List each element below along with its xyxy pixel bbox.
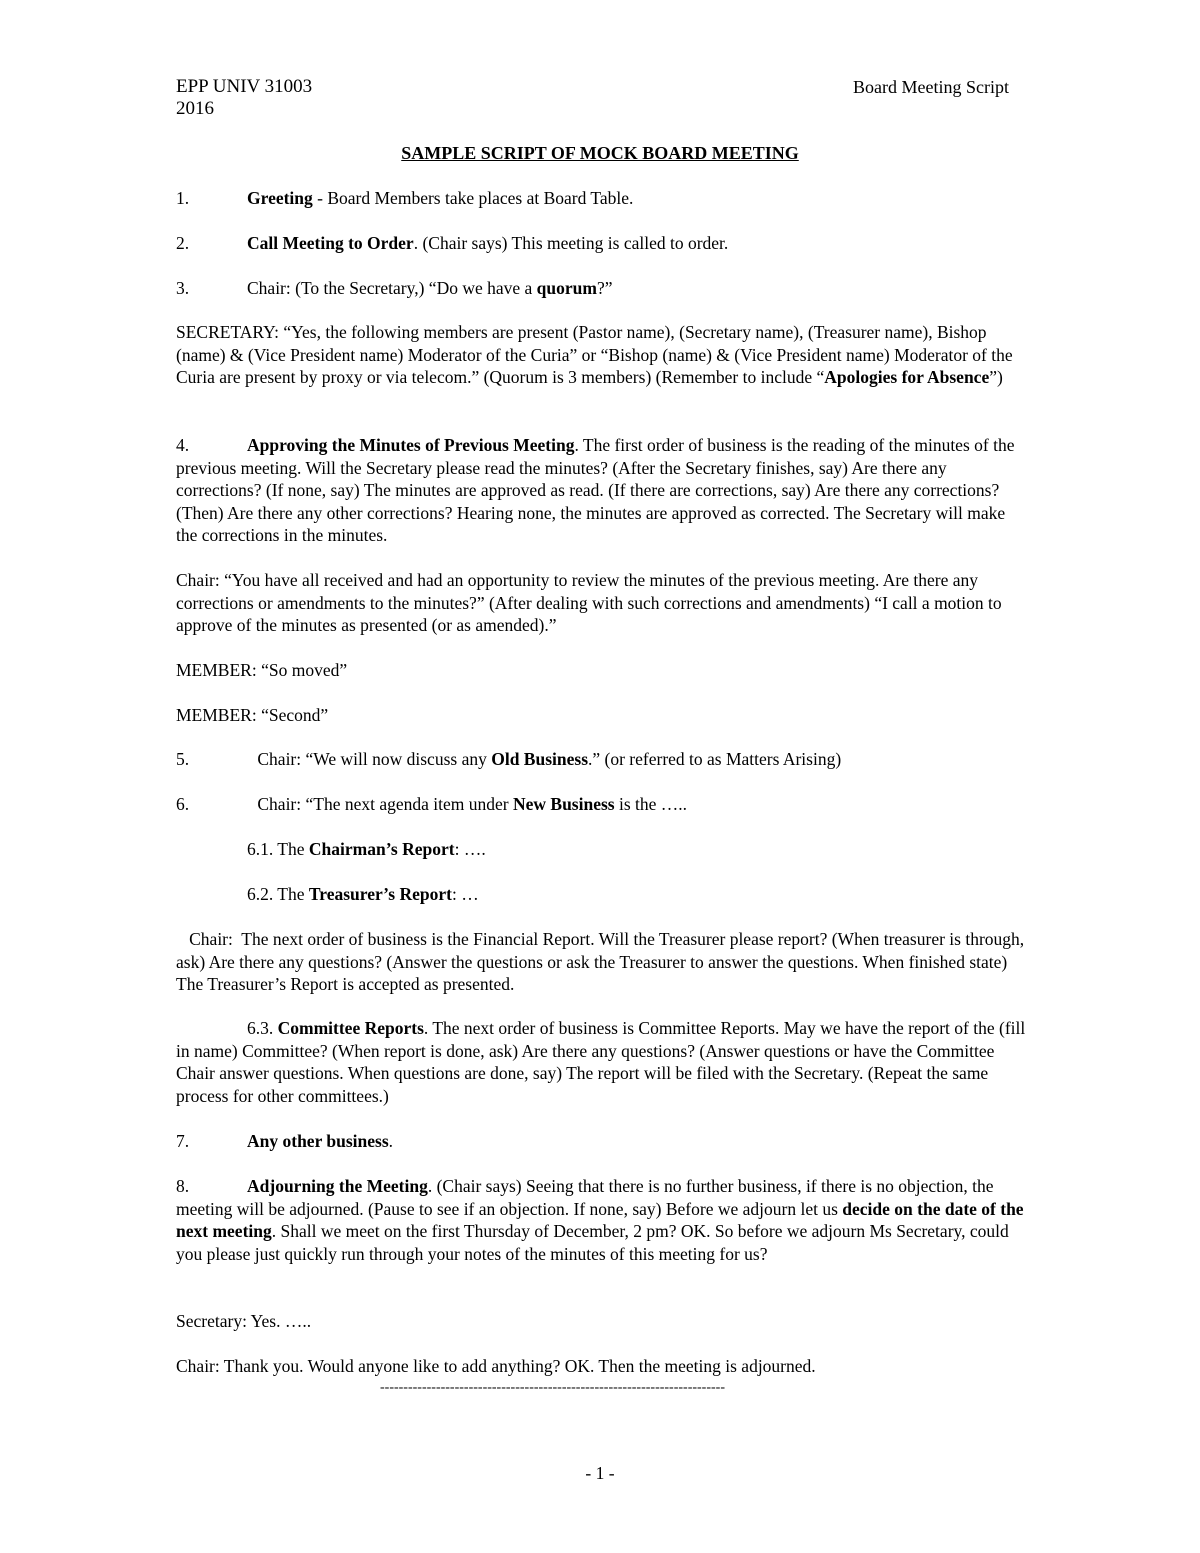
secretary-yes: Secretary: Yes. ….. xyxy=(176,1311,312,1331)
header-left xyxy=(176,76,312,120)
chair-adjourned: Chair: Thank you. Would anyone like to add anything? OK. Then the meeting is adjourned. xyxy=(176,1356,816,1376)
closing-rule: -------------------------------------------------------------------------- xyxy=(380,1381,725,1395)
item-quorum: 3. Chair: (To the Secretary,) “Do we have a quorum?” xyxy=(176,278,613,298)
subitem-chairmans-report: 6.1. The Chairman’s Report: …. xyxy=(247,839,486,859)
page-title: SAMPLE SCRIPT OF MOCK BOARD MEETING xyxy=(401,143,799,163)
header-year: 2016 xyxy=(176,98,214,119)
member-so-moved: MEMBER: “So moved” xyxy=(176,660,348,680)
item-greeting: 1. Greeting - Board Members take places at Board Table. xyxy=(176,188,634,208)
item-new-business: 6. Chair: “The next agenda item under New Business is the ….. xyxy=(176,794,688,814)
item-call-to-order: 2. Call Meeting to Order. (Chair says) This meeting is called to order. xyxy=(176,233,729,253)
item-any-other-business: 7. Any other business. xyxy=(176,1131,394,1151)
item-old-business: 5. Chair: “We will now discuss any Old Business.” (or referred to as Matters Arising) xyxy=(176,749,842,769)
chair-minutes-paragraph: Chair: “You have all received and had an opportunity to review the minutes of the previous meeting. Are there any corrections or amendments to the minutes?” (After dealing with such corrections and amendments) “I call a motion to approve of the minutes as presented (or as amended).” xyxy=(176,570,1002,635)
chair-financial-paragraph: Chair: The next order of business is the Financial Report. Will the Treasurer please report? (When treasurer is through, ask) Are there any questions? (Answer the questions or ask the Treasurer to answer the questions. When finished state) The Treasurer’s Report is accepted as presented. xyxy=(176,929,1029,994)
secretary-paragraph: SECRETARY: “Yes, the following members are present (Pastor name), (Secretary name), (Treasurer name), Bishop (name) & (Vice President name) Moderator of the Curia” or “Bishop (name) & (Vice President name) Moderator of the Curia are present by proxy or via telecom.” (Quorum is 3 members) (Remember to include “Apologies for Absence”) xyxy=(176,322,1013,387)
item-adjourning: 8. Adjourning the Meeting. (Chair says) Seeing that there is no further business, if there is no objection, the meeting will be adjourned. (Pause to see if an objection. If none, say) Before we adjourn let us decide on the date of the next meeting. Shall we meet on the first Thursday of December, 2 pm? OK. So before we adjourn Ms Secretary, could you please just quickly run through your notes of the minutes of this meeting for us? xyxy=(176,1176,1024,1264)
member-second: MEMBER: “Second” xyxy=(176,705,329,725)
header-course: EPP UNIV 31003 xyxy=(176,76,313,97)
item-approving-minutes: 4. Approving the Minutes of Previous Meeting. The first order of business is the reading of the minutes of the previous meeting. Will the Secretary please read the minutes? (After the Secretary finishes, say) Are there any corrections? (If none, say) The minutes are approved as read. (If there are corrections, say) Are there any corrections? (Then) Are there any other corrections? Hearing none, the minutes are approved as corrected. The Secretary will make the corrections in the minutes. xyxy=(176,435,1015,545)
subitem-treasurers-report: 6.2. The Treasurer’s Report: … xyxy=(247,884,479,904)
page-number: - 1 - xyxy=(585,1463,615,1483)
subitem-committee-reports: 6.3. Committee Reports. The next order of business is Committee Reports. May we have the report of the (fill in name) Committee? (When report is done, ask) Are there any questions? (Answer questions or have the Committee Chair answer questions. When questions are done, say) The report will be filed with the Secretary. (Repeat the same process for other committees.) xyxy=(176,1018,1026,1106)
header-doc-title: Board Meeting Script xyxy=(853,77,1009,97)
